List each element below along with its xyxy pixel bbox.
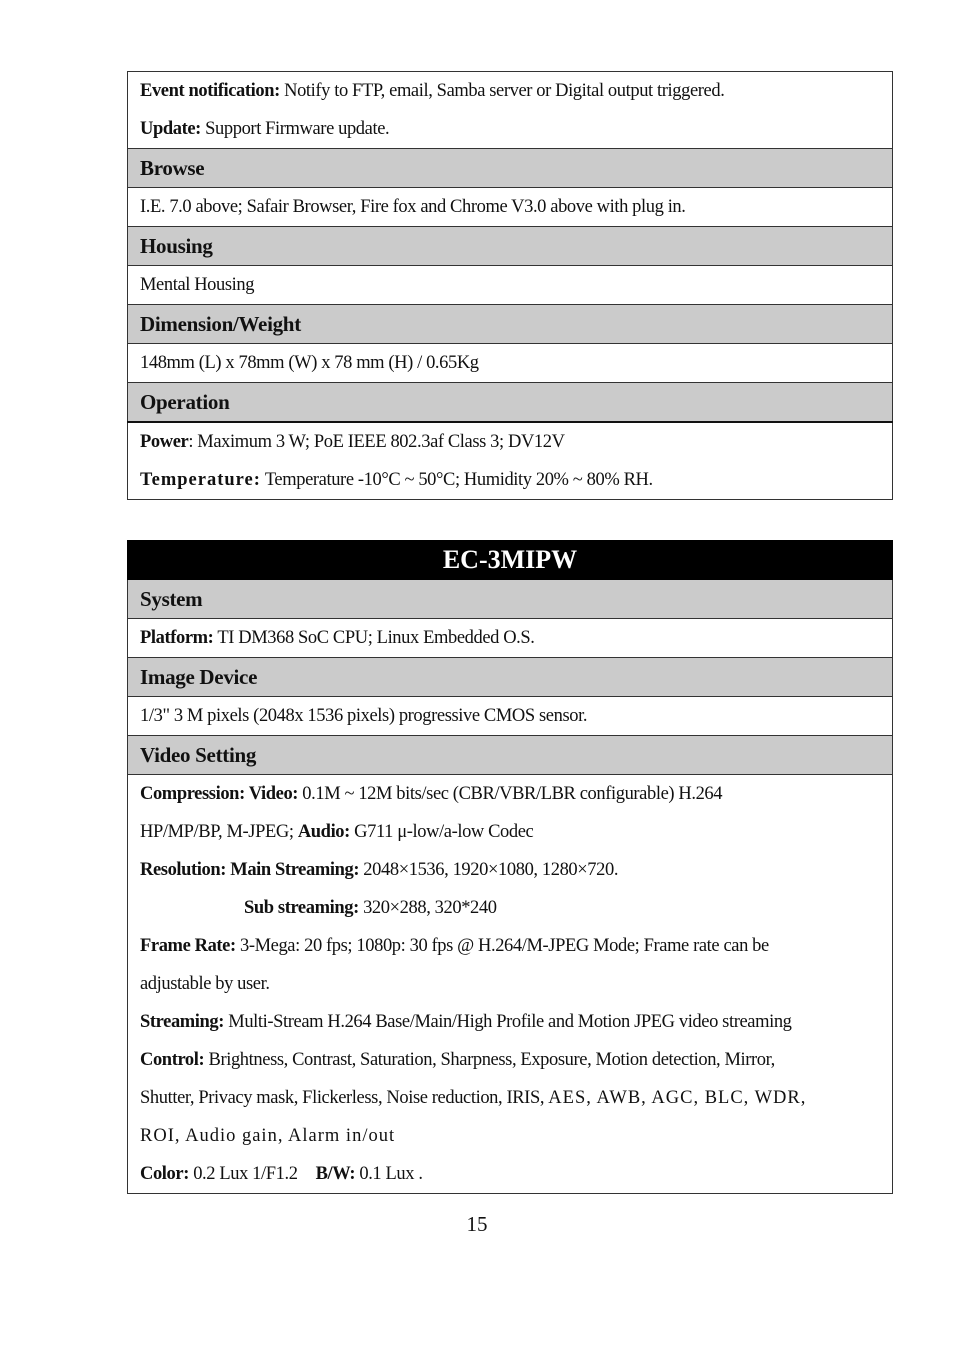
temperature-value: Temperature -10°C ~ 50°C; Humidity 20% ~ 80% RH. — [260, 470, 653, 490]
platform-cell — [128, 619, 893, 658]
event-notification-line — [140, 72, 880, 110]
streaming-value: Multi-Stream H.264 Base/Main/High Profile and Motion JPEG video streaming — [224, 1012, 792, 1032]
sub-streaming-value: 320×288, 320*240 — [358, 898, 497, 918]
bw-label: B/W: — [315, 1164, 356, 1184]
event-notification-value: Notify to FTP, email, Samba server or Digital output triggered. — [279, 81, 725, 101]
frame-rate-value: 3-Mega: 20 fps; 1080p: 30 fps @ H.264/M-JPEG Mode; Frame rate can be — [235, 936, 769, 956]
spec-table-continued — [127, 71, 893, 500]
event-update-cell — [128, 72, 893, 149]
operation-heading: Operation — [128, 383, 893, 423]
color-value: 0.2 Lux 1/F1.2 — [188, 1164, 298, 1184]
streaming-line — [140, 1003, 880, 1041]
compression-continued: HP/MP/BP, M-JPEG; — [140, 822, 298, 842]
resolution-label: Resolution: Main Streaming: — [140, 860, 360, 880]
frame-rate-line — [140, 927, 880, 965]
operation-cell — [128, 422, 893, 500]
image-device-heading: Image Device — [128, 658, 893, 697]
platform-value: TI DM368 SoC CPU; Linux Embedded O.S. — [213, 627, 535, 648]
sub-streaming-line — [140, 889, 880, 927]
image-device-value: 1/3" 3 M pixels (2048x 1536 pixels) progressive CMOS sensor. — [128, 697, 893, 736]
control-continued-2: ROI, Audio gain, Alarm in/out — [140, 1126, 396, 1146]
sub-streaming-label: Sub streaming: — [244, 898, 359, 918]
audio-value: G711 μ-low/a-low Codec — [349, 822, 534, 842]
browse-heading: Browse — [128, 149, 893, 188]
temperature-label: Temperature: — [140, 470, 261, 490]
update-value: Support Firmware update. — [200, 119, 390, 139]
update-line — [140, 110, 880, 148]
update-label: Update: — [140, 119, 201, 139]
system-heading: System — [128, 580, 893, 619]
control-continued-line — [140, 1079, 880, 1117]
resolution-line — [140, 851, 880, 889]
power-line — [140, 423, 880, 461]
control-label: Control: — [140, 1050, 205, 1070]
control-continued-a: Shutter, Privacy mask, Flickerless, Noise reduction, IRIS, — [140, 1088, 549, 1108]
video-setting-heading: Video Setting — [128, 736, 893, 775]
spec-table-ec-3mipw — [127, 540, 893, 1194]
power-label: Power — [140, 432, 189, 452]
compression-label: Compression: Video: — [140, 784, 299, 804]
audio-line — [140, 813, 880, 851]
color-label: Color: — [140, 1164, 189, 1184]
frame-rate-label: Frame Rate: — [140, 936, 236, 956]
video-setting-cell — [128, 775, 893, 1194]
temperature-line — [140, 461, 880, 499]
control-continued-b: AES, AWB, AGC, BLC, WDR, — [548, 1088, 807, 1108]
housing-heading: Housing — [128, 227, 893, 266]
model-title: EC-3MIPW — [128, 541, 893, 580]
page-number: 15 — [466, 1212, 488, 1236]
control-line — [140, 1041, 880, 1079]
power-value: : Maximum 3 W; PoE IEEE 802.3af Class 3; DV12V — [188, 432, 565, 452]
browse-value: I.E. 7.0 above; Safair Browser, Fire fox and Chrome V3.0 above with plug in. — [128, 188, 893, 227]
compression-value: 0.1M ~ 12M bits/sec (CBR/VBR/LBR configurable) H.264 — [298, 784, 723, 804]
housing-value: Mental Housing — [128, 266, 893, 305]
event-notification-label: Event notification: — [140, 81, 280, 101]
frame-rate-continued: adjustable by user. — [140, 974, 270, 994]
dimension-heading: Dimension/Weight — [128, 305, 893, 344]
control-value: Brightness, Contrast, Saturation, Sharpness, Exposure, Motion detection, Mirror, — [204, 1050, 775, 1070]
audio-label: Audio: — [297, 822, 350, 842]
dimension-value: 148mm (L) x 78mm (W) x 78 mm (H) / 0.65Kg — [128, 344, 893, 383]
compression-line — [140, 775, 880, 813]
platform-label: Platform: — [140, 627, 214, 648]
color-line — [140, 1155, 880, 1193]
bw-value: 0.1 Lux . — [355, 1164, 423, 1184]
streaming-label: Streaming: — [140, 1012, 225, 1032]
resolution-value: 2048×1536, 1920×1080, 1280×720. — [359, 860, 619, 880]
